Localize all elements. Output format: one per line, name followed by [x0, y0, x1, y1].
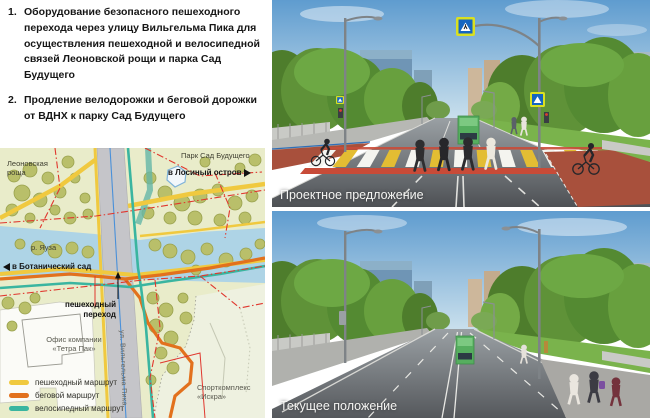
direction-text: в Лосиный остров — [168, 168, 242, 177]
label-tetra-pak-office: Офис компании «Тетра Пак» — [46, 335, 102, 354]
note-item-2 — [8, 93, 260, 125]
arrow-right-icon — [244, 169, 251, 177]
note-number: 1. — [8, 6, 17, 18]
label-direction-botanichesky-sad — [3, 262, 91, 272]
overhead-crossing-sign-icon — [456, 17, 475, 36]
map-legend — [9, 374, 124, 413]
label-pedestrian-crossing: пешеходный переход — [65, 300, 116, 319]
note-text: Продление велодорожки и беговой дорожки от ВДНХ к парку Сад Будущего — [24, 93, 257, 122]
left-column — [0, 0, 265, 418]
route-map — [0, 148, 265, 418]
legend-item-running — [9, 391, 124, 400]
label-direction-losiny-ostrov — [168, 168, 251, 178]
legend-label: велосипедный маршрут — [35, 404, 124, 413]
direction-text: в Ботанический сад — [12, 262, 92, 271]
pole-crossing-sign-icon — [530, 92, 545, 107]
legend-label: беговой маршрут — [35, 391, 100, 400]
current-scene — [272, 211, 650, 418]
photo-current — [272, 211, 650, 418]
label-park-sad-budushchego: Парк Сад Будущего — [181, 151, 250, 160]
arrow-left-icon — [3, 263, 10, 271]
label-street-name: ул. Вильгельма Пика — [118, 330, 128, 406]
pedestrian-route-swatch — [9, 380, 29, 385]
legend-label: пешеходный маршрут — [35, 378, 118, 387]
caption-proposal: Проектное предложение — [280, 188, 424, 202]
legend-item-bike — [9, 404, 124, 413]
note-number: 2. — [8, 93, 17, 106]
project-notes — [8, 5, 260, 133]
photo-proposal — [272, 0, 650, 207]
label-leonovskaya-roshcha: Леоновская роща — [7, 159, 48, 178]
label-sport-complex-iskra: Спорткомплекс «Искра» — [197, 383, 251, 402]
note-item-1 — [8, 5, 260, 84]
proposal-scene — [272, 0, 650, 207]
right-column — [272, 0, 650, 418]
bike-route-swatch — [9, 406, 29, 411]
legend-item-pedestrian — [9, 378, 124, 387]
label-river-yauza: р. Яуза — [31, 243, 57, 252]
caption-current: Текущее положение — [280, 399, 398, 413]
note-text: Оборудование безопасного пешеходного перехода через улицу Вильгельма Пика для осуществления пешеходной и велосипедной связей Леоновской рощи и парка Сад Будущего — [24, 6, 260, 81]
truck — [456, 336, 474, 364]
running-route-swatch — [9, 393, 29, 398]
